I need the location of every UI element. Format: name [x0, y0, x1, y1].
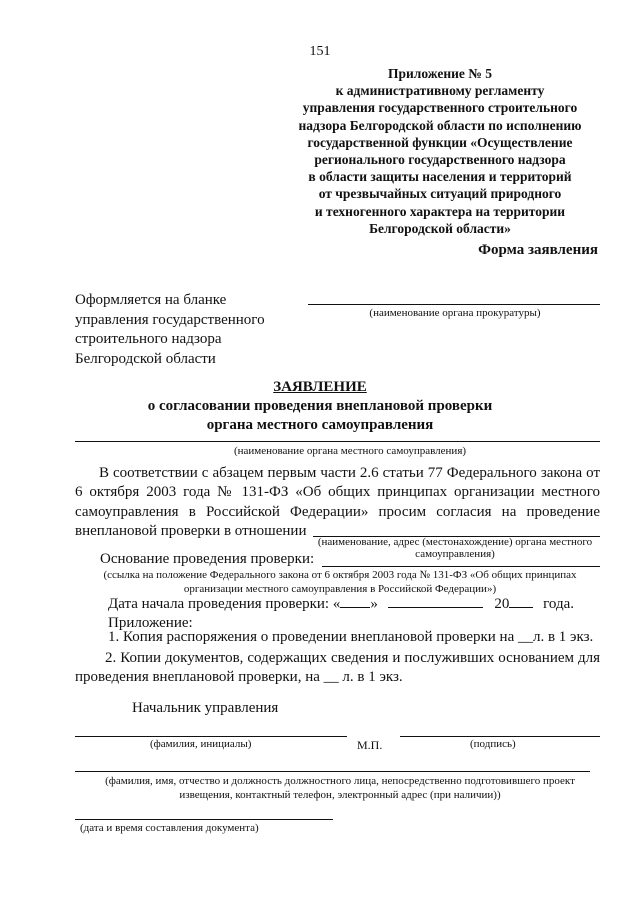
attachment-item: 1. Копия распоряжения о проведении внеплановой проверки на __л. в 1 экз.: [108, 629, 594, 645]
document-title: [0, 378, 640, 435]
day-field[interactable]: [340, 606, 370, 608]
appendix-line: регионального государственного надзора: [314, 152, 566, 168]
datetime-field-line[interactable]: [75, 819, 333, 820]
year-field[interactable]: [509, 606, 533, 608]
prosecutor-field-line[interactable]: [308, 304, 600, 305]
issuer-line: Белгородской области: [75, 350, 216, 367]
year-suffix: года.: [543, 596, 574, 612]
official-caption-line: (фамилия, имя, отчество и должность должностного лица, непосредственно подготовившего проект: [105, 775, 575, 787]
appendix-line: Белгородской области»: [369, 220, 511, 236]
appendix-line: от чрезвычайных ситуаций природного: [318, 186, 562, 202]
local-gov-caption: (наименование органа местного самоуправления): [233, 445, 467, 457]
page-number: 151: [309, 44, 331, 59]
local-gov-field-line[interactable]: [75, 441, 600, 442]
appendix-header: [275, 65, 605, 237]
head-label: Начальник управления: [132, 700, 279, 716]
attachment-item: 2. Копии документов, содержащих сведения и послуживших основанием для проведения внеплановой проверки, на __ л. в 1 экз.: [75, 650, 600, 686]
appendix-line: надзора Белгородской области по исполнению: [298, 117, 582, 133]
title-main: ЗАЯВЛЕНИЕ: [273, 379, 367, 395]
title-line: о согласовании проведения внеплановой проверки: [147, 398, 493, 414]
official-caption-line: извещения, контактный телефон, электронный адрес (при наличии)): [179, 789, 501, 801]
attachments-label: Приложение:: [108, 615, 193, 631]
appendix-line: государственной функции «Осуществление: [307, 134, 573, 150]
close-quote: »: [370, 596, 378, 612]
prosecutor-caption: (наименование органа прокуратуры): [369, 307, 541, 319]
basis-label: Основание проведения проверки:: [100, 551, 315, 567]
basis-field-line[interactable]: [322, 566, 600, 567]
month-field[interactable]: [388, 606, 483, 608]
body-paragraph: В соответствии с абзацем первым части 2.6 статьи 77 Федерального закона от 6 октября 2003 года № 131-ФЗ «Об общих принципах организации местного самоуправления в Российской Федерации» просим согласия на проведение внеплановой проверки в отношении: [75, 465, 600, 539]
fio-caption: (фамилия, инициалы): [150, 738, 252, 750]
issuer-line: строительного надзора: [75, 331, 222, 347]
open-quote: «: [332, 596, 341, 612]
issuer-note: [75, 291, 265, 369]
appendix-line: в области защиты населения и территорий: [308, 169, 572, 185]
appendix-line: к административному регламенту: [335, 83, 545, 99]
official-field-line[interactable]: [75, 771, 590, 772]
basis-caption-line: организации местного самоуправления в Российской Федерации»): [183, 583, 497, 595]
stamp-place-label: М.П.: [357, 738, 383, 752]
signature-field-line[interactable]: [400, 736, 600, 737]
appendix-line: и техногенного характера на территории: [314, 203, 566, 219]
issuer-line: Оформляется на бланке: [75, 292, 227, 308]
start-date-label: Дата начала проведения проверки:: [108, 596, 330, 612]
appendix-title: Приложение № 5: [388, 66, 492, 81]
datetime-caption: (дата и время составления документа): [80, 822, 259, 834]
start-date-row: [108, 596, 574, 613]
official-caption: [75, 774, 605, 802]
signature-caption: (подпись): [470, 738, 516, 750]
basis-caption: [75, 568, 605, 596]
form-label: Форма заявления: [478, 242, 598, 258]
basis-caption-line: (ссылка на положение Федерального закона от 6 октября 2003 года № 131-ФЗ «Об общих принципах: [103, 569, 577, 581]
title-line: органа местного самоуправления: [206, 417, 434, 433]
issuer-line: управления государственного: [75, 311, 265, 328]
appendix-line: управления государственного строительного: [302, 100, 578, 116]
subject-caption: (наименование, адрес (местонахождение) органа местного самоуправления): [317, 536, 593, 560]
fio-field-line[interactable]: [75, 736, 347, 737]
year-prefix: 20: [494, 596, 510, 612]
